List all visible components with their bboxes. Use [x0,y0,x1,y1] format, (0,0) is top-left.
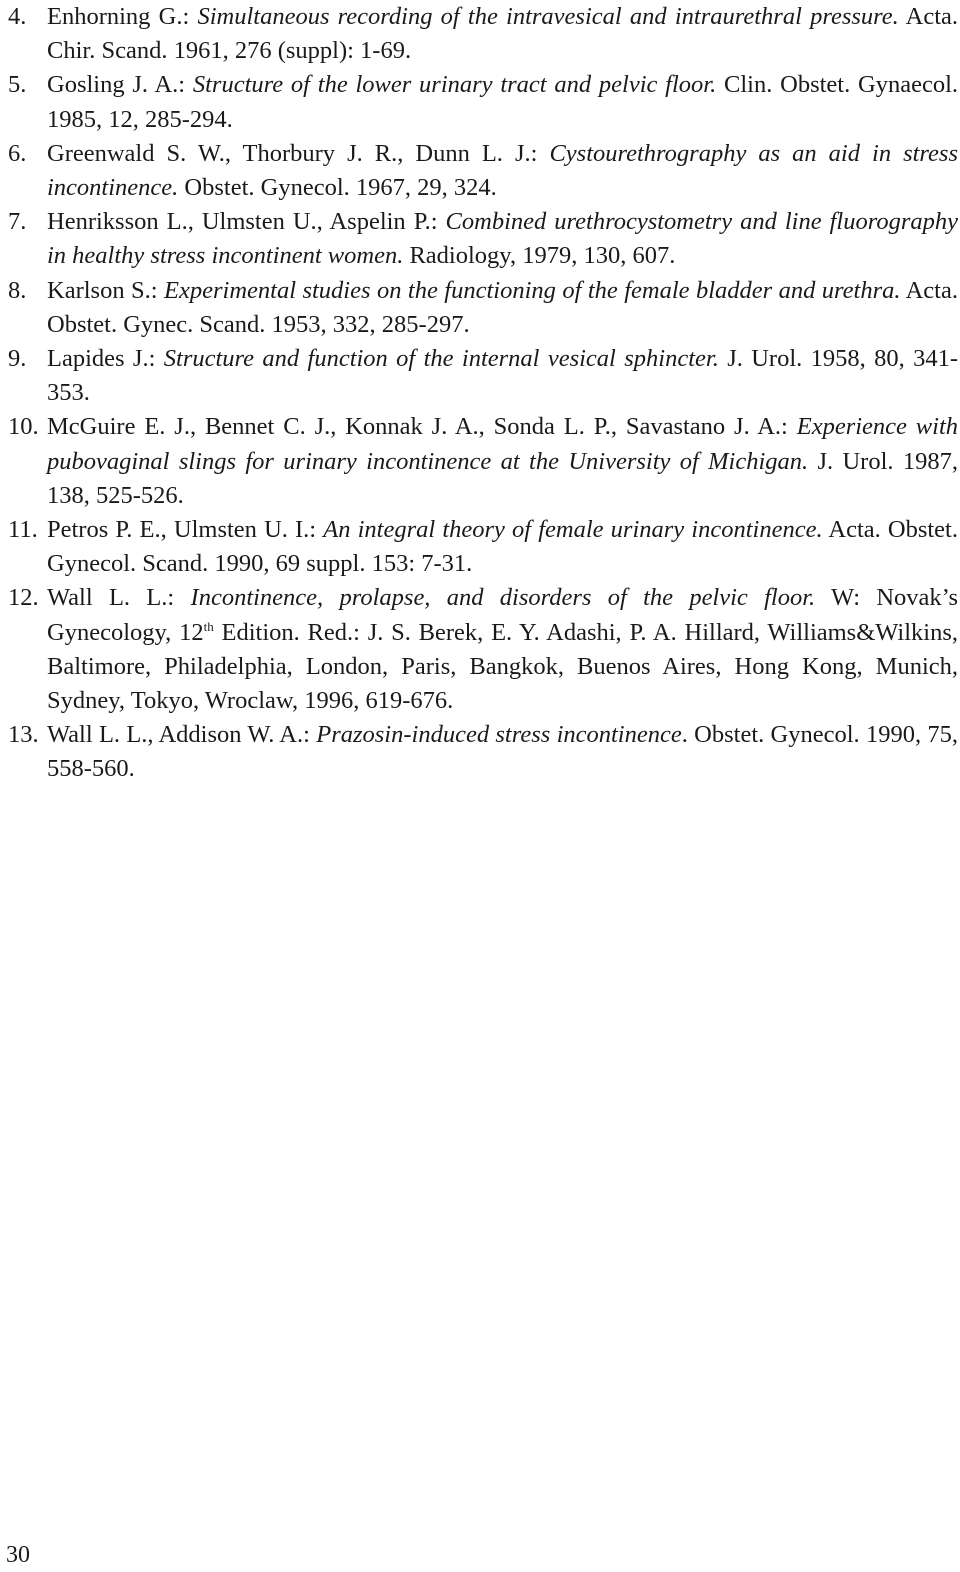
reference-source: Clin. Obstet. Gynaecol. 1985, 12, 285-294. [47,71,959,133]
reference-authors: Gosling J. A.: [47,71,193,99]
reference-source-continued: Edition. Red.: J. S. Berek, E. Y. Adashi, P. A. Hillard, Williams&Wilkins, Baltimore, Philadelphia, London, Paris, Bangkok, Buenos Aires, Hong Kong, Munich, Sydney, Tokyo, Wroclaw, 1996, 619-676. [47,618,958,715]
reference-source: J. Urol. 1958, 80, 341-353. [47,345,959,407]
reference-number: 11. [8,516,38,544]
reference-authors: Wall L. L.: [47,584,191,612]
reference-number: 8. [8,276,27,304]
edition-superscript: th [203,618,214,634]
reference-authors: Lapides J.: [47,345,164,373]
reference-item-12 [8,581,958,718]
reference-number: 5. [8,71,27,99]
reference-source: Acta. Chir. Scand. 1961, 276 (suppl): 1-69. [47,3,958,65]
reference-item-6 [8,137,958,205]
reference-number: 7. [8,208,27,236]
reference-authors: Henriksson L., Ulmsten U., Aspelin P.: [47,208,446,236]
reference-number: 12. [8,584,39,612]
reference-number: 10. [8,413,39,441]
reference-authors: Greenwald S. W., Thorbury J. R., Dunn L. J.: [47,139,550,167]
reference-item-13 [8,718,958,786]
reference-title: Prazosin-induced stress incontinence [316,721,682,749]
reference-title: Cystourethrography as an aid in stress incontinence. [47,139,958,202]
reference-source: W: Novak’s Gynecology, 12 [47,584,958,646]
reference-title: Incontinence, prolapse, and disorders of the pelvic floor. [190,584,816,612]
reference-source: Acta. Obstet. Gynec. Scand. 1953, 332, 285-297. [47,276,958,338]
reference-authors: Enhorning G.: [47,3,198,30]
reference-item-4 [8,0,958,68]
reference-item-8 [8,274,958,342]
reference-title: Combined urethrocystometry and line fluorography in healthy stress incontinent women. [47,208,958,270]
reference-item-11 [8,513,958,581]
reference-authors: Wall L. L., Addison W. A.: [47,721,317,749]
reference-title: Structure and function of the internal vesical sphincter. [163,345,719,373]
reference-item-7 [8,205,958,273]
reference-source: J. Urol. 1987, 138, 525-526. [47,447,958,509]
reference-number: 4. [8,3,27,30]
reference-number: 13. [8,721,39,749]
reference-title: An integral theory of female urinary incontinence. [323,516,823,544]
reference-authors: Petros P. E., Ulmsten U. I.: [47,516,324,544]
reference-number: 6. [8,139,27,167]
reference-source: Acta. Obstet. Gynecol. Scand. 1990, 69 suppl. 153: 7-31. [47,516,958,578]
reference-title: Experimental studies on the functioning of the female bladder and urethra. [164,276,901,304]
reference-list [8,0,958,787]
reference-item-5 [8,68,958,136]
reference-number: 9. [8,345,27,373]
reference-title: Structure of the lower urinary tract and pelvic floor. [192,71,717,99]
reference-item-9 [8,342,958,410]
reference-source: Radiology, 1979, 130, 607. [403,242,676,270]
reference-authors: Karlson S.: [47,276,165,304]
reference-source: Obstet. Gynecol. 1967, 29, 324. [178,174,497,202]
reference-title: Experience with pubovaginal slings for urinary incontinence at the University of Michigan. [47,413,958,475]
reference-title: Simultaneous recording of the intravesical and intraurethral pressure. [197,3,899,30]
page-number: 30 [6,1542,30,1568]
reference-authors: McGuire E. J., Bennet C. J., Konnak J. A., Sonda L. P., Savastano J. A.: [47,413,797,441]
reference-item-10 [8,410,958,513]
reference-source: . Obstet. Gynecol. 1990, 75, 558-560. [47,721,959,783]
